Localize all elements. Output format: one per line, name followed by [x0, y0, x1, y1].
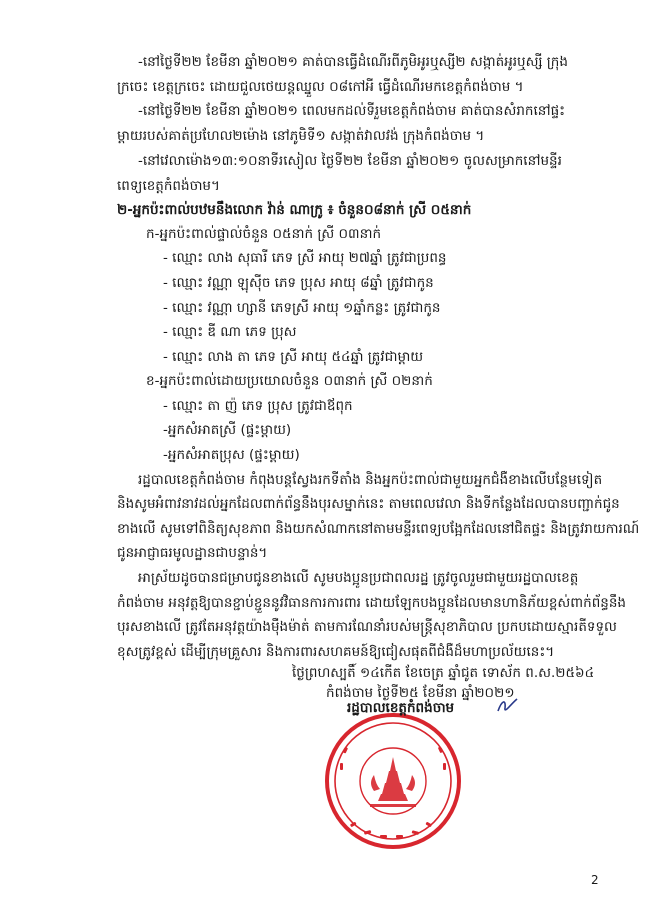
list-item: - ឈ្មោះ វណ្ណា ឡុស៊ីច ភេទ ប្រុស អាយុ ៨ឆ្នាំ ត្រូវជាកូន — [163, 275, 434, 291]
signature-title: រដ្ឋបាលខេត្តកំពង់ចាម — [347, 700, 455, 716]
text-line: ពេទ្យខេត្តកំពង់ចាម។ — [117, 178, 220, 194]
paragraph-line: ខាងលើ សូមទៅពិនិត្យសុខភាព និងយកសំណាកនៅតាមមន្ទីរពេទ្យបង្អែកដែលនៅជិតផ្ទះ និងត្រូវរាយការណ៍ — [117, 521, 640, 537]
text-line: ម្ដាយរបស់គាត់ប្រហែល២ម៉ោង នៅភូមិទី១ សង្កាត់វាលវង់ ក្រុងកំពង់ចាម ។ — [117, 128, 485, 144]
paragraph-line: រដ្ឋបាលខេត្តកំពង់ចាម កំពុងបន្តស្វែងរកទីតាំង និងអ្នកប៉ះពាល់ជាមួយអ្នកជំងឺខាងលើបន្ថែមទៀត — [138, 472, 603, 488]
text-line: -នៅថ្ងៃទី២២ ខែមីនា ឆ្នាំ២០២១ ពេលមកដល់ទីរួមខេត្តកំពង់ចាម គាត់បានសំរាកនៅផ្ទះ — [138, 103, 566, 119]
text-line: ក្រចេះ ខេត្តក្រចេះ ដោយជួលថេយន្តឈ្នួល ០៨កៅអី ធ្វើដំណើរមកខេត្តកំពង់ចាម ។ — [117, 79, 524, 95]
list-item: -អ្នកសំអាតស្រី (ផ្ទះម្ដាយ) — [163, 422, 292, 438]
paragraph-line: អាស្រ័យដូចបានជម្រាបជូនខាងលើ សូមបងប្អូនប្រជាពលរដ្ឋ ត្រូវចូលរួមជាមួយរដ្ឋបាលខេត្ត — [138, 570, 579, 586]
list-item: -អ្នកសំអាតប្រុស (ផ្ទះម្ដាយ) — [163, 447, 300, 463]
list-item: - ឈ្មោះ ឌី ណា ភេទ ប្រុស — [163, 324, 297, 340]
paragraph-line: កំពង់ចាម អនុវត្តឱ្យបានខ្ជាប់ខ្ជួននូវវិធានការការពារ ដោយឡែកបងប្អូនដែលមានហានិភ័យខ្ពស់ពាក់ព័ន្ធនឹង — [117, 595, 626, 611]
lunar-date: ថ្ងៃព្រហស្បតិ៍ ១៤កើត ខែចេត្រ ឆ្នាំជូត ទោស័ក ព.ស.២៥៦៤ — [292, 665, 595, 681]
official-seal-icon — [318, 703, 468, 853]
subsection-heading: ក-អ្នកប៉ះពាល់ផ្ទាល់ចំនួន ០៥នាក់ ស្រី ០៣នាក់ — [146, 226, 382, 242]
list-item: - ឈ្មោះ វណ្ណា ហ្សានី ភេទស្រី អាយុ ១ឆ្នាំកន្លះ ត្រូវជាកូន — [163, 300, 441, 316]
list-item: - ឈ្មោះ លាង តា ភេទ ស្រី អាយុ ៥៤ឆ្នាំ ត្រូវជាម្ដាយ — [163, 349, 424, 365]
handwritten-signature-icon — [496, 696, 520, 716]
list-item: - ឈ្មោះ តា ញ៉ ភេទ ប្រុស ត្រូវជាឪពុក — [163, 398, 353, 414]
text-line: -នៅថ្ងៃទី២២ ខែមីនា ឆ្នាំ២០២១ គាត់បានធ្វើដំណើរពីភូមិអូរឬស្សី២ សង្កាត់អូរឬស្សី ក្រុង — [138, 54, 568, 70]
solar-date: កំពង់ចាម ថ្ងៃទី២៥ ខែមីនា ឆ្នាំ២០២១ — [326, 685, 515, 701]
paragraph-line: និងសូមអំពាវនាវដល់អ្នកដែលពាក់ព័ន្ធនឹងបុរសម្នាក់នេះ តាមពេលវេលា និងទីកន្លែងដែលបានបញ្ជាក់ជូន — [117, 496, 620, 512]
paragraph-line: ជូនអាជ្ញាធរមូលដ្ឋានជាបន្ទាន់។ — [117, 545, 268, 561]
section-heading: ២-អ្នកប៉ះពាល់បឋមនឹងលោក វ៉ាន់ ណាក្រូ ៖ ចំនួន០៨នាក់ ស្រី ០៥នាក់ — [117, 202, 472, 218]
page-number: 2 — [591, 873, 599, 887]
list-item: - ឈ្មោះ លាង សុធារី ភេទ ស្រី អាយុ ២៧ឆ្នាំ ត្រូវជាប្រពន្ធ — [163, 250, 447, 266]
paragraph-line: បុរសខាងលើ ត្រូវតែអនុវត្តយ៉ាងម៉ឺងម៉ាត់ តាមការណែនាំរបស់មន្ត្រីសុខាភិបាល ប្រកបដោយស្មារតីទទួល — [117, 619, 617, 635]
subsection-heading: ខ-អ្នកប៉ះពាល់ដោយប្រយោលចំនួន ០៣នាក់ ស្រី ០២នាក់ — [146, 373, 433, 389]
paragraph-line: ខុសត្រូវខ្ពស់ ដើម្បីក្រុមគ្រួសារ និងការពារសហគមន៍ឱ្យជៀសផុតពីជំងឺដ៏មហាប្រល័យនេះ។ — [117, 644, 555, 660]
text-line: -នៅវេលាម៉ោង១៣:១០នាទីរសៀល ថ្ងៃទី២២ ខែមីនា ឆ្នាំ២០២១ ចូលសម្រាកនៅមន្ទីរ — [138, 153, 562, 169]
